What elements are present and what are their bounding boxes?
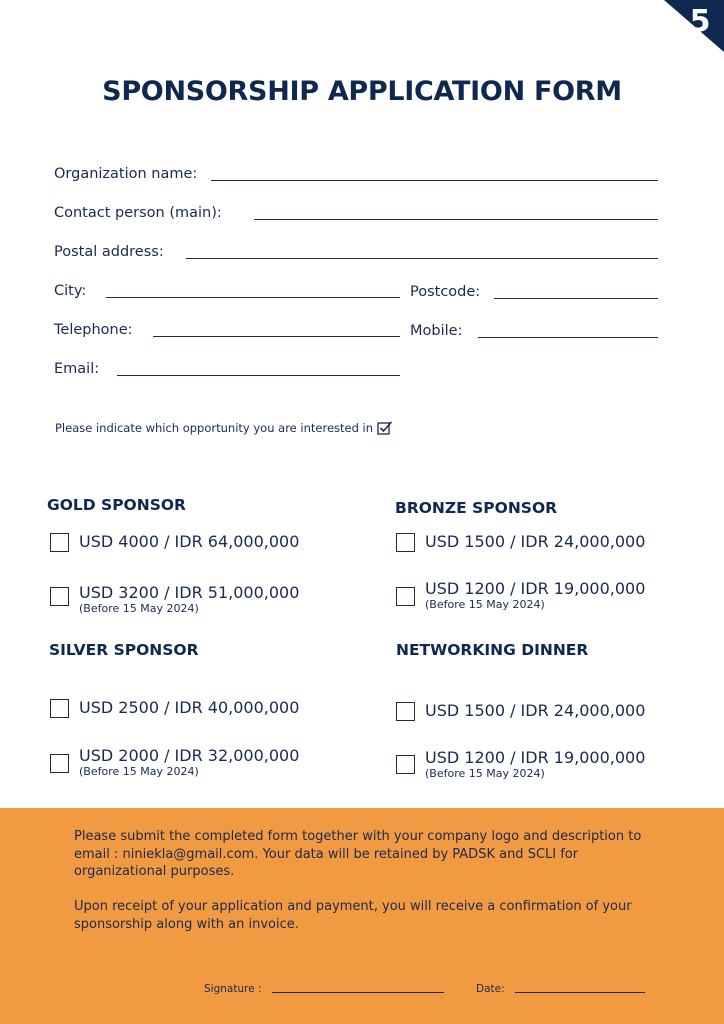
bronze-option-1[interactable] [396, 533, 645, 552]
silver-option-2-price: USD 2000 / IDR 32,000,000 [79, 746, 300, 765]
city-line[interactable] [106, 296, 400, 298]
signature-field[interactable] [204, 983, 444, 995]
networking-option-2[interactable] [396, 749, 645, 780]
gold-option-2[interactable] [50, 584, 299, 615]
networking-option-2-note: (Before 15 May 2024) [425, 767, 545, 780]
gold-sponsor-title: GOLD SPONSOR [47, 496, 186, 514]
footer-confirmation-text: Upon receipt of your application and payment, you will receive a confirmation of your sponsorship along with an invoice. [74, 899, 632, 932]
page-number: 5 [689, 4, 711, 39]
postcode-label: Postcode: [410, 284, 481, 300]
indicate-text: Please indicate which opportunity you are interested in [55, 421, 374, 435]
silver-option-1-checkbox[interactable] [50, 699, 69, 718]
gold-option-2-note: (Before 15 May 2024) [79, 602, 199, 615]
silver-sponsor-title: SILVER SPONSOR [49, 641, 199, 659]
bronze-option-2[interactable] [396, 580, 645, 611]
signature-line[interactable] [272, 992, 444, 993]
bronze-sponsor-title: BRONZE SPONSOR [395, 499, 558, 517]
contact-person-label: Contact person (main): [54, 205, 222, 221]
postal-address-line[interactable] [186, 257, 658, 259]
networking-option-2-price: USD 1200 / IDR 19,000,000 [425, 748, 646, 767]
gold-option-2-price: USD 3200 / IDR 51,000,000 [79, 583, 300, 602]
date-label: Date: [476, 983, 505, 995]
postal-address-field[interactable] [54, 239, 658, 261]
city-label: City: [54, 283, 87, 299]
networking-dinner-title: NETWORKING DINNER [396, 641, 589, 659]
bronze-option-1-price: USD 1500 / IDR 24,000,000 [425, 532, 646, 551]
organization-name-line[interactable] [211, 179, 658, 181]
date-line[interactable] [515, 992, 645, 993]
postal-address-label: Postal address: [54, 244, 164, 260]
bronze-option-2-checkbox[interactable] [396, 587, 415, 606]
silver-option-1-price: USD 2500 / IDR 40,000,000 [79, 698, 300, 717]
silver-option-2-checkbox[interactable] [50, 754, 69, 773]
gold-option-1-price: USD 4000 / IDR 64,000,000 [79, 532, 300, 551]
contact-person-field[interactable] [54, 200, 658, 222]
indicate-instruction [55, 421, 393, 435]
telephone-field[interactable] [54, 317, 400, 339]
mobile-line[interactable] [478, 336, 658, 338]
email-line[interactable] [117, 374, 400, 376]
postcode-line[interactable] [494, 297, 658, 299]
silver-option-2[interactable] [50, 747, 299, 778]
bronze-option-2-price: USD 1200 / IDR 19,000,000 [425, 579, 646, 598]
gold-option-2-checkbox[interactable] [50, 587, 69, 606]
networking-option-1[interactable] [396, 702, 645, 721]
bronze-option-2-note: (Before 15 May 2024) [425, 598, 545, 611]
date-field[interactable] [476, 983, 645, 995]
mobile-label: Mobile: [410, 323, 463, 339]
city-field[interactable] [54, 278, 400, 300]
telephone-line[interactable] [153, 335, 400, 337]
email-label: Email: [54, 361, 100, 377]
page-title: SPONSORSHIP APPLICATION FORM [102, 76, 622, 107]
footer-submission-text: Please submit the completed form together with your company logo and description to email : niniekla@gmail.com. Your data will be retained by PADSK and SCLI for organizational purposes. [74, 829, 642, 879]
contact-person-line[interactable] [254, 218, 658, 220]
email-field[interactable] [54, 356, 400, 378]
mobile-field[interactable] [410, 318, 658, 340]
checkbox-check-icon [377, 421, 393, 435]
networking-option-1-price: USD 1500 / IDR 24,000,000 [425, 701, 646, 720]
postcode-field[interactable] [410, 279, 658, 301]
silver-option-1[interactable] [50, 699, 299, 718]
networking-option-1-checkbox[interactable] [396, 702, 415, 721]
networking-option-2-checkbox[interactable] [396, 755, 415, 774]
signature-label: Signature : [204, 983, 262, 995]
telephone-label: Telephone: [54, 322, 133, 338]
organization-name-field[interactable] [54, 161, 658, 183]
organization-name-label: Organization name: [54, 166, 198, 182]
bronze-option-1-checkbox[interactable] [396, 533, 415, 552]
silver-option-2-note: (Before 15 May 2024) [79, 765, 199, 778]
gold-option-1-checkbox[interactable] [50, 533, 69, 552]
gold-option-1[interactable] [50, 533, 299, 552]
